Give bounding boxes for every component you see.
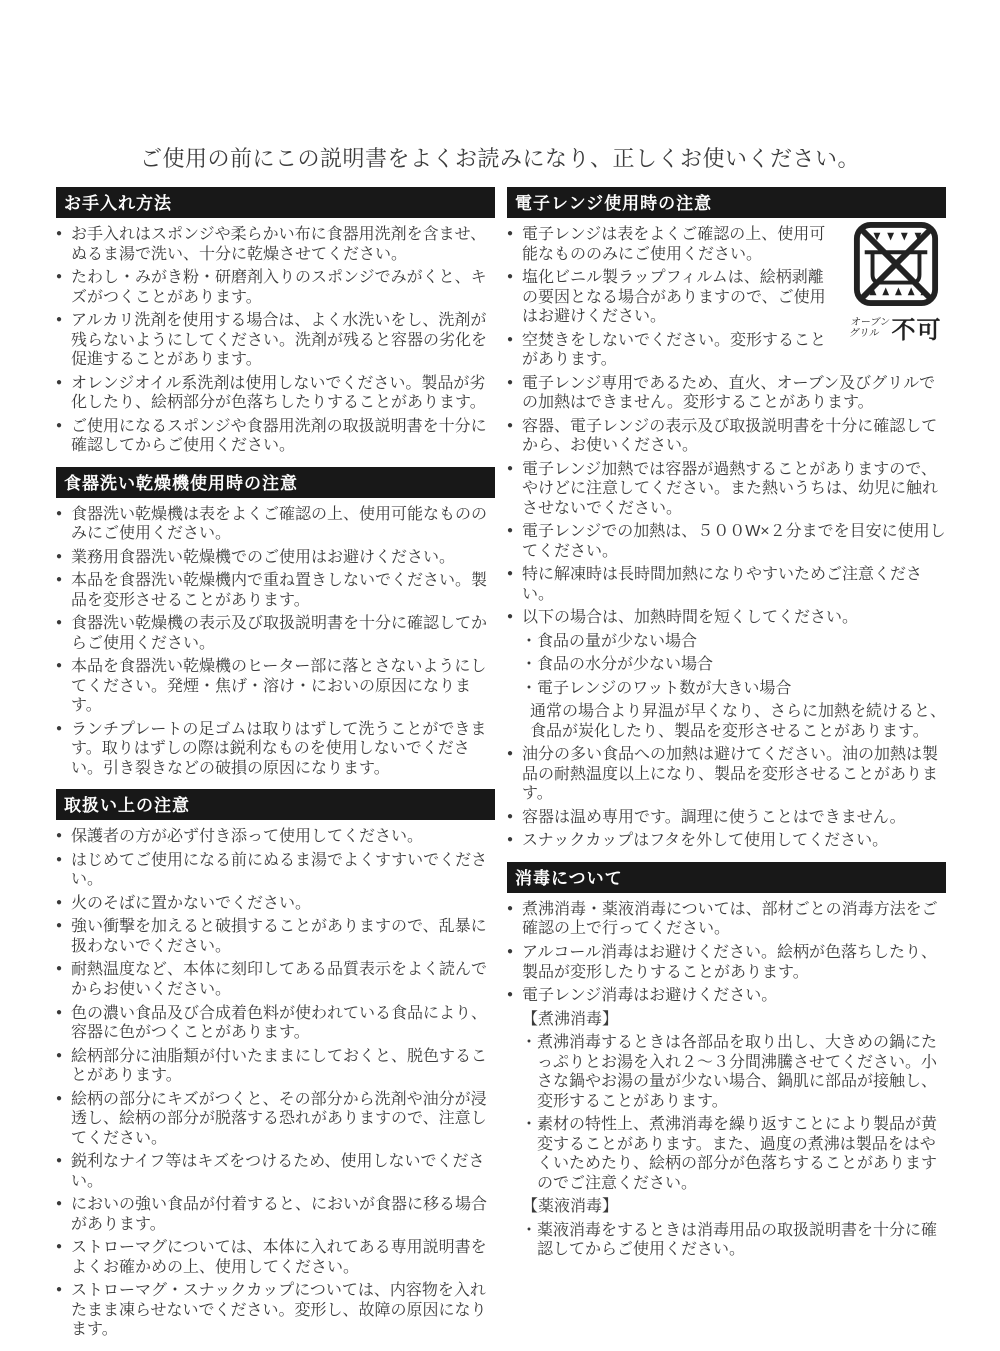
list-item: ● ストローマグ・スナックカップについては、内容物を入れたまま凍らせないでください。変形し、故障の原因になります。 xyxy=(56,1281,495,1340)
section-dishwasher xyxy=(56,467,495,779)
list-item: ● 絵柄部分に油脂類が付いたままにしておくと、脱色することがあります。 xyxy=(56,1047,495,1086)
list-item: ● 電子レンジ加熱では容器が過熱することがありますので、やけどに注意してください。また熱いうちは、幼児に触れさせないでください。 xyxy=(507,460,946,519)
right-column xyxy=(507,187,946,1351)
list-item: ● たわし・みがき粉・研磨剤入りのスポンジでみがくと、キズがつくことがあります。 xyxy=(56,268,495,307)
list-item: ● 強い衝撃を加えると破損することがありますので、乱暴に扱わないでください。 xyxy=(56,917,495,956)
section-care xyxy=(56,187,495,456)
list-item: ● 特に解凍時は長時間加熱になりやすいためご注意ください。 xyxy=(507,565,946,604)
section-header: お手入れ方法 xyxy=(56,187,495,218)
list-item: ● 塩化ビニル製ラップフィルムは、絵柄剥離の要因となる場合がありますので、ご使用はお避けください。 xyxy=(507,268,946,327)
list-group-heading: 【煮沸消毒】 xyxy=(522,1010,619,1028)
oven-grill-label-small: オーブン グリル xyxy=(848,316,892,339)
list-item: ● 空焚きをしないでください。変形することがあります。 xyxy=(507,331,946,370)
list-subitem: ・ 煮沸消毒するときは各部品を取り出し、大きめの鍋にたっぷりとお湯を入れ２～３分間沸騰させてください。小さな鍋やお湯の量が少ない場合、鍋肌に部品が接触し、変形することがあります。 xyxy=(507,1033,946,1111)
list-item: ● 電子レンジは表をよくご確認の上、使用可能なもののみにご使用ください。 xyxy=(507,225,946,264)
list-item: ● 油分の多い食品への加熱は避けてください。油の加熱は製品の耐熱温度以上になり、製品を変形させることがあります。 xyxy=(507,745,946,804)
list-item: ● 電子レンジでの加熱は、５００W×２分までを目安に使用してください。 xyxy=(507,522,946,561)
section-microwave xyxy=(507,187,946,851)
list-item: ● 耐熱温度など、本体に刻印してある品質表示をよく読んでからお使いください。 xyxy=(56,960,495,999)
list-subitem: ・ 素材の特性上、煮沸消毒を繰り返すことにより製品が黄変することがあります。また、過度の煮沸は製品をはやくいためたり、絵柄の部分が色落ちすることがありますのでご注意ください。 xyxy=(507,1115,946,1193)
list-item: ● 色の濃い食品及び合成着色料が使われている食品により、容器に色がつくことがあります。 xyxy=(56,1004,495,1043)
list-item: ● においの強い食品が付着すると、においが食器に移る場合があります。 xyxy=(56,1195,495,1234)
list-item: ● スナックカップはフタを外して使用してください。 xyxy=(507,831,946,851)
section-header: 食器洗い乾燥機使用時の注意 xyxy=(56,467,495,498)
list-item: ● 煮沸消毒・薬液消毒については、部材ごとの消毒方法をご確認の上で行ってください。 xyxy=(507,900,946,939)
list-item: ● 火のそばに置かないでください。 xyxy=(56,894,495,914)
microwave-item-list xyxy=(507,225,946,851)
list-item: ● 業務用食器洗い乾燥機でのご使用はお避けください。 xyxy=(56,548,495,568)
list-item: ● オレンジオイル系洗剤は使用しないでください。製品が劣化したり、絵柄部分が色落ちしたりすることがあります。 xyxy=(56,374,495,413)
list-item: ● ご使用になるスポンジや食器用洗剤の取扱説明書を十分に確認してからご使用ください。 xyxy=(56,417,495,456)
list-subitem: ・ 食品の量が少ない場合 xyxy=(507,632,946,652)
section-header: 電子レンジ使用時の注意 xyxy=(507,187,946,218)
list-item: ● お手入れはスポンジや柔らかい布に食器用洗剤を含ませ、ぬるま湯で洗い、十分に乾燥させてください。 xyxy=(56,225,495,264)
list-item: ● ストローマグについては、本体に入れてある専用説明書をよくお確かめの上、使用してください。 xyxy=(56,1238,495,1277)
list-item: ● 食器洗い乾燥機の表示及び取扱説明書を十分に確認してからご使用ください。 xyxy=(56,614,495,653)
list-item: ● 絵柄の部分にキズがつくと、その部分から洗剤や油分が浸透し、絵柄の部分が脱落する恐れがありますので、注意してください。 xyxy=(56,1090,495,1149)
section-disinfection xyxy=(507,862,946,1260)
disinfection-item-list xyxy=(507,900,946,1260)
dishwasher-item-list xyxy=(56,505,495,779)
list-item: ● 容器、電子レンジの表示及び取扱説明書を十分に確認してから、お使いください。 xyxy=(507,417,946,456)
list-item: ● 食器洗い乾燥機は表をよくご確認の上、使用可能なもののみにご使用ください。 xyxy=(56,505,495,544)
list-item: ● 電子レンジ消毒はお避けください。 xyxy=(507,986,946,1006)
two-column-layout xyxy=(56,187,946,1351)
list-item: ● 容器は温め専用です。調理に使うことはできません。 xyxy=(507,808,946,828)
list-item: ● 鋭利なナイフ等はキズをつけるため、使用しないでください。 xyxy=(56,1152,495,1191)
oven-grill-label-big: 不可 xyxy=(891,317,942,344)
care-item-list xyxy=(56,225,495,456)
section-header: 取扱い上の注意 xyxy=(56,789,495,820)
list-item: ● 本品を食器洗い乾燥機内で重ね置きしないでください。製品を変形させることがあります。 xyxy=(56,571,495,610)
section-header: 消毒について xyxy=(507,862,946,893)
list-item: ● アルコール消毒はお避けください。絵柄が色落ちしたり、製品が変形したりすることがあります。 xyxy=(507,943,946,982)
list-item: ● 保護者の方が必ず付き添って使用してください。 xyxy=(56,827,495,847)
list-subitem: ・ 食品の水分が少ない場合 xyxy=(507,655,946,675)
list-subitem: ・ 薬液消毒をするときは消毒用品の取扱説明書を十分に確認してからご使用ください。 xyxy=(507,1221,946,1260)
list-item: ● ランチプレートの足ゴムは取りはずして洗うことができます。取りはずしの際は鋭利なものを使用しないでください。引き裂きなどの破損の原因になります。 xyxy=(56,720,495,779)
intro-note: ご使用の前にこの説明書をよくお読みになり、正しくお使いください。 xyxy=(139,146,860,171)
list-group-heading: 【薬液消毒】 xyxy=(522,1198,619,1216)
list-item: ● 本品を食器洗い乾燥機のヒーター部に落とさないようにしてください。発煙・焦げ・溶け・においの原因になります。 xyxy=(56,657,495,716)
section-handling xyxy=(56,789,495,1339)
list-item: ● 以下の場合は、加熱時間を短くしてください。 xyxy=(507,608,946,628)
list-subitem: ・ 電子レンジのワット数が大きい場合 xyxy=(507,679,946,699)
list-item: ● 電子レンジ専用であるため、直火、オーブン及びグリルでの加熱はできません。変形することがあります。 xyxy=(507,374,946,413)
list-item: ● アルカリ洗剤を使用する場合は、よく水洗いをし、洗剤が残らないようにしてください。洗剤が残ると容器の劣化を促進することがあります。 xyxy=(56,311,495,370)
left-column xyxy=(56,187,495,1351)
list-note: 通常の場合より昇温が早くなり、さらに加熱を続けると、食品が炭化したり、製品を変形させることがあります。 xyxy=(530,703,947,740)
handling-item-list xyxy=(56,827,495,1339)
list-item: ● はじめてご使用になる前にぬるま湯でよくすすいでください。 xyxy=(56,851,495,890)
